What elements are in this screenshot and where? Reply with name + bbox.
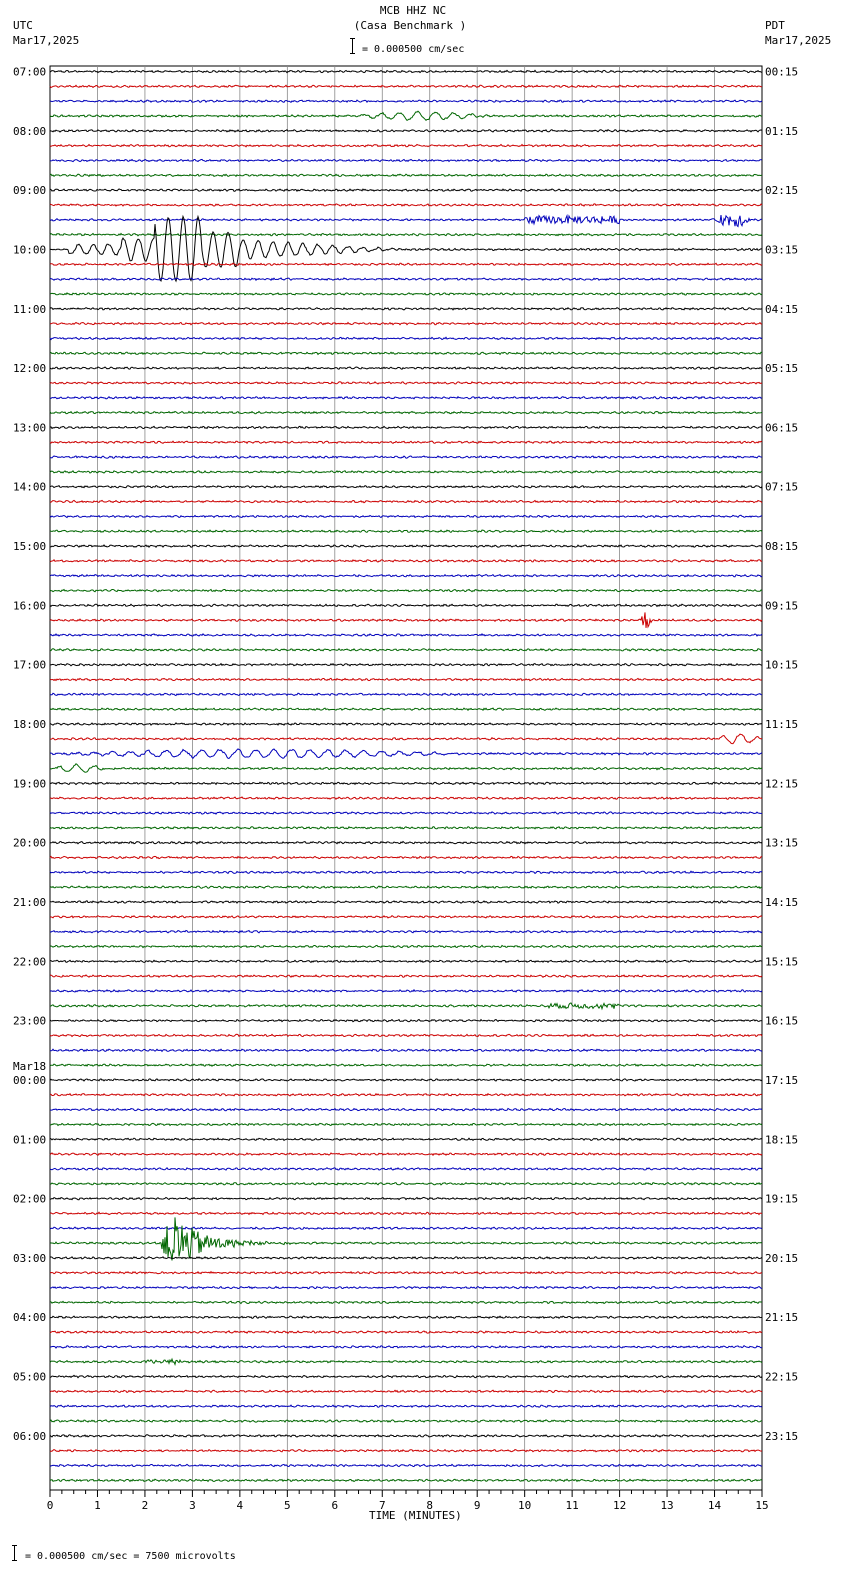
right-hour-label: 07:15 [765,480,799,494]
trace-72 [50,1138,762,1140]
trace-3 [50,111,762,120]
trace-94 [50,1464,762,1466]
right-hour-label: 02:15 [765,184,799,198]
trace-7 [50,174,762,176]
trace-56 [50,901,762,903]
scale-label: = 0.000500 cm/sec [362,44,465,55]
trace-18 [50,337,762,339]
left-hour-label: 13:00 [13,421,47,435]
x-axis-label: TIME (MINUTES) [369,1509,462,1522]
right-hour-label: 23:15 [765,1429,799,1443]
left-hour-label: 15:00 [13,540,47,554]
left-hour-label: 01:00 [13,1133,47,1147]
trace-62 [50,990,762,992]
trace-43 [50,708,762,710]
trace-0 [50,70,762,72]
right-hour-label: 13:15 [765,836,799,850]
footer-scale-icon [12,1545,17,1561]
left-hour-label: 19:00 [13,777,47,791]
left-hour-label: 06:00 [13,1429,47,1443]
right-hour-label: 15:15 [765,955,799,969]
trace-48 [50,782,762,784]
trace-30 [50,515,762,517]
left-timezone: UTC [13,19,33,32]
left-hour-label: 12:00 [13,362,47,376]
trace-61 [50,975,762,977]
station-title: MCB HHZ NC [379,4,447,17]
left-hour-label: 18:00 [13,718,47,732]
x-tick-label: 13 [660,1499,674,1512]
trace-28 [50,486,762,488]
trace-65 [50,1034,762,1036]
x-tick-label: 4 [236,1499,244,1512]
x-tick-label: 1 [94,1499,101,1512]
right-hour-label: 00:15 [765,65,799,79]
trace-54 [50,871,762,873]
trace-6 [50,159,762,161]
trace-10 [50,215,762,226]
left-hour-label: 02:00 [13,1192,47,1206]
trace-21 [50,382,762,384]
right-hour-label: 05:15 [765,362,799,376]
trace-46 [50,749,762,759]
trace-25 [50,441,762,443]
right-hour-label: 03:15 [765,243,799,257]
trace-4 [50,130,762,132]
trace-2 [50,100,762,102]
trace-86 [50,1346,762,1348]
right-hour-label: 22:15 [765,1370,799,1384]
trace-59 [50,945,762,947]
left-hour-label: 17:00 [13,658,47,672]
trace-23 [50,412,762,414]
trace-33 [50,560,762,562]
left-hour-label: 11:00 [13,302,47,316]
trace-64 [50,1020,762,1022]
trace-8 [50,189,762,191]
right-hour-label: 14:15 [765,895,799,909]
x-tick-label: 6 [331,1499,339,1512]
trace-44 [50,723,762,725]
right-hour-label: 17:15 [765,1073,799,1087]
right-hour-label: 06:15 [765,421,799,435]
trace-55 [50,886,762,888]
trace-35 [50,589,762,591]
trace-27 [50,471,762,473]
right-hour-label: 11:15 [765,718,799,732]
left-hour-label: 10:00 [13,243,47,257]
station-location: (Casa Benchmark ) [353,19,467,32]
x-tick-label: 5 [284,1499,291,1512]
x-tick-label: 3 [189,1499,196,1512]
trace-57 [50,916,762,918]
left-hour-label: 21:00 [13,895,47,909]
right-hour-label: 08:15 [765,540,799,554]
left-hour-label: 07:00 [13,65,47,79]
trace-53 [50,856,762,858]
left-hour-label: 20:00 [13,836,47,850]
right-hour-label: 18:15 [765,1133,799,1147]
x-tick-label: 9 [473,1499,481,1512]
left-hour-label: 08:00 [13,124,47,138]
trace-11 [50,234,762,236]
trace-52 [50,842,762,844]
left-hour-label: 16:00 [13,599,47,613]
trace-77 [50,1212,762,1214]
right-hour-label: 10:15 [765,658,799,672]
trace-51 [50,827,762,829]
trace-88 [50,1375,762,1377]
trace-20 [50,367,762,369]
trace-90 [50,1405,762,1407]
x-tick-label: 0 [46,1499,54,1512]
trace-71 [50,1123,762,1125]
trace-17 [50,323,762,325]
trace-73 [50,1153,762,1155]
trace-79 [50,1217,762,1260]
left-date: Mar17,2025 [13,34,80,47]
trace-13 [50,263,762,265]
trace-19 [50,352,762,354]
right-hour-label: 20:15 [765,1251,799,1265]
trace-49 [50,797,762,799]
trace-80 [50,1257,762,1259]
trace-70 [50,1109,762,1111]
trace-41 [50,678,762,680]
trace-67 [50,1064,762,1066]
trace-14 [50,278,762,280]
x-tick-label: 14 [707,1499,722,1512]
trace-91 [50,1420,762,1422]
trace-75 [50,1183,762,1185]
trace-9 [50,204,762,206]
trace-26 [50,456,762,458]
left-hour-label: 00:00 [13,1073,47,1087]
trace-95 [50,1479,762,1481]
left-hour-label: 14:00 [13,480,47,494]
left-hour-label: 03:00 [13,1251,47,1265]
trace-36 [50,604,762,606]
trace-24 [50,426,762,428]
trace-87 [50,1359,762,1364]
trace-50 [50,812,762,814]
trace-37 [50,612,762,628]
trace-34 [50,575,762,577]
trace-69 [50,1094,762,1096]
trace-60 [50,960,762,962]
x-tick-label: 2 [141,1499,149,1512]
trace-89 [50,1390,762,1392]
right-hour-label: 12:15 [765,777,799,791]
x-tick-label: 8 [426,1499,434,1512]
right-hour-label: 01:15 [765,124,799,138]
trace-85 [50,1331,762,1333]
right-hour-label: 04:15 [765,302,799,316]
trace-83 [50,1301,762,1303]
trace-38 [50,634,762,636]
trace-5 [50,145,762,147]
date-change-label: Mar18 [13,1059,47,1073]
right-timezone: PDT [765,19,785,32]
trace-1 [50,85,762,87]
trace-78 [50,1227,762,1229]
right-date: Mar17,2025 [765,34,832,47]
x-tick-label: 15 [755,1499,769,1512]
trace-16 [50,308,762,310]
trace-74 [50,1168,762,1170]
left-hour-label: 23:00 [13,1014,47,1028]
left-hour-label: 05:00 [13,1370,47,1384]
trace-40 [50,664,762,666]
trace-63 [50,1003,762,1009]
left-hour-label: 22:00 [13,955,47,969]
trace-58 [50,931,762,933]
right-hour-label: 16:15 [765,1014,799,1028]
trace-66 [50,1049,762,1051]
trace-47 [50,764,762,772]
trace-29 [50,500,762,502]
trace-42 [50,693,762,695]
trace-45 [50,734,762,744]
trace-93 [50,1450,762,1452]
x-tick-label: 11 [565,1499,579,1512]
trace-32 [50,545,762,547]
trace-31 [50,530,762,532]
footer-scale-note: = 0.000500 cm/sec = 7500 microvolts [25,1551,236,1562]
left-hour-label: 09:00 [13,184,47,198]
right-hour-label: 09:15 [765,599,799,613]
trace-84 [50,1316,762,1318]
right-hour-label: 19:15 [765,1192,799,1206]
x-tick-label: 7 [378,1499,386,1512]
right-hour-label: 21:15 [765,1311,799,1325]
trace-81 [50,1272,762,1274]
trace-92 [50,1435,762,1437]
trace-15 [50,293,762,295]
trace-76 [50,1197,762,1199]
trace-12 [50,217,762,282]
x-tick-label: 12 [612,1499,627,1512]
trace-82 [50,1286,762,1288]
trace-22 [50,397,762,399]
trace-39 [50,649,762,651]
x-tick-label: 10 [518,1499,532,1512]
left-hour-label: 04:00 [13,1311,47,1325]
trace-68 [50,1079,762,1081]
